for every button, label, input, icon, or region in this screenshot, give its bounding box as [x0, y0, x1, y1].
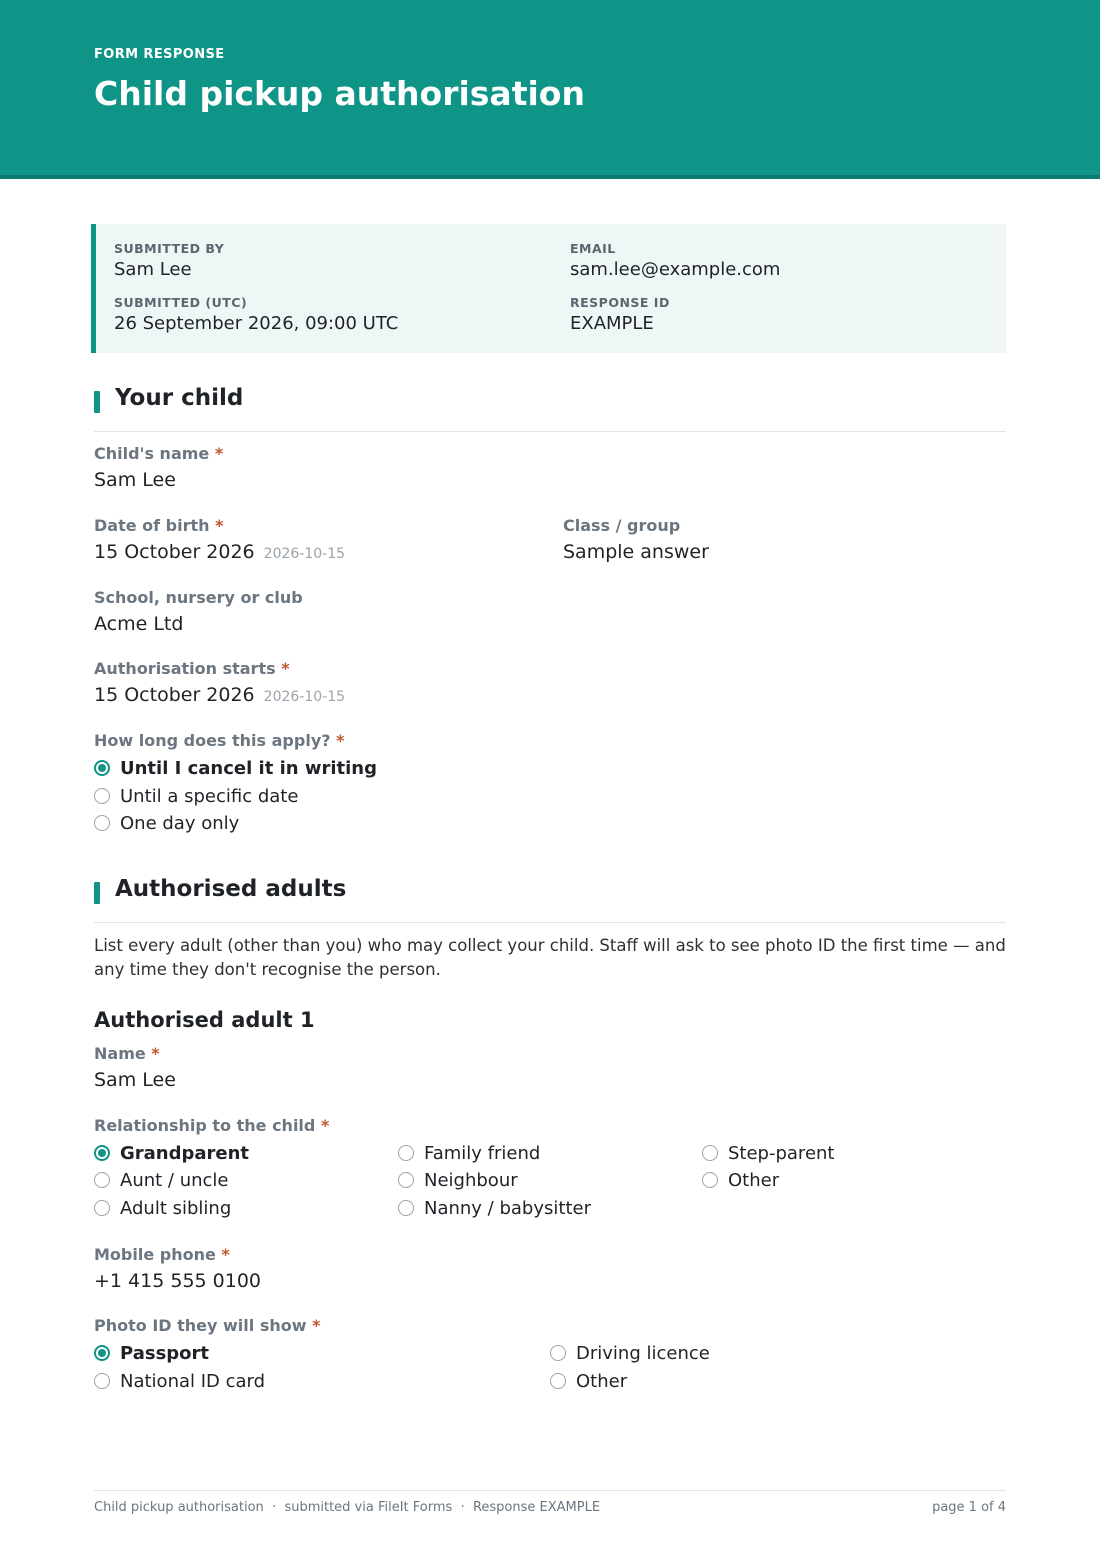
radio-option-step-parent: Step-parent — [702, 1142, 834, 1164]
field-mobile-phone — [94, 1245, 261, 1292]
field-label: Relationship to the child * — [94, 1116, 330, 1135]
field-adult-name — [94, 1044, 176, 1091]
field-school — [94, 588, 303, 635]
submitted-utc — [114, 295, 398, 334]
submitted-by — [114, 241, 224, 280]
radio-option-grandparent: Grandparent — [94, 1142, 249, 1164]
field-label: Mobile phone * — [94, 1245, 230, 1264]
radio-empty-icon — [94, 1172, 110, 1188]
required-marker: * — [281, 659, 290, 678]
field-authorisation-starts — [94, 659, 345, 706]
field-value: Sam Lee — [94, 1069, 176, 1091]
radio-empty-icon — [398, 1145, 414, 1161]
section-heading: Authorised adults — [115, 876, 347, 902]
radio-option-one-day: One day only — [94, 812, 239, 834]
field-class-group — [563, 516, 709, 563]
section-your-child — [94, 385, 1006, 432]
radio-option-specific-date: Until a specific date — [94, 785, 298, 807]
email-label: EMAIL — [570, 241, 616, 256]
section-authorised-adults — [94, 876, 1006, 923]
radio-empty-icon — [702, 1172, 718, 1188]
submission-meta-panel — [91, 224, 1006, 353]
radio-option-other-id: Other — [550, 1370, 627, 1392]
email-value: sam.lee@example.com — [570, 259, 781, 280]
radio-empty-icon — [398, 1172, 414, 1188]
page-footer — [94, 1490, 1006, 1515]
section-accent-bar — [94, 882, 100, 904]
radio-option-adult-sibling: Adult sibling — [94, 1197, 231, 1219]
form-type-label: FORM RESPONSE — [94, 47, 225, 62]
field-relationship — [94, 1116, 329, 1135]
required-marker: * — [312, 1316, 321, 1335]
section-intro-text: List every adult (other than you) who may collect your child. Staff will ask to see photo ID the first time — and any time they don't recognise the person. — [94, 936, 1006, 979]
radio-option-aunt-uncle: Aunt / uncle — [94, 1169, 228, 1191]
iso-date: 2026-10-15 — [263, 689, 346, 705]
radio-empty-icon — [94, 788, 110, 804]
radio-selected-icon — [94, 1145, 110, 1161]
field-duration — [94, 731, 344, 750]
field-label: Child's name * — [94, 444, 224, 463]
radio-empty-icon — [550, 1373, 566, 1389]
radio-empty-icon — [94, 815, 110, 831]
radio-option-neighbour: Neighbour — [398, 1169, 518, 1191]
field-value: Sample answer — [563, 541, 709, 563]
email — [570, 241, 780, 280]
radio-option-until-cancelled: Until I cancel it in writing — [94, 757, 377, 779]
radio-option-other-relationship: Other — [702, 1169, 779, 1191]
radio-empty-icon — [398, 1200, 414, 1216]
field-value: 15 October 2026 2026-10-15 — [94, 684, 346, 706]
field-value: 15 October 2026 2026-10-15 — [94, 541, 346, 563]
field-label: Name * — [94, 1044, 160, 1063]
radio-selected-icon — [94, 760, 110, 776]
radio-option-passport: Passport — [94, 1342, 209, 1364]
field-label: Date of birth * — [94, 516, 224, 535]
response-id-label: RESPONSE ID — [570, 295, 670, 310]
field-label: School, nursery or club — [94, 588, 303, 607]
page-title: Child pickup authorisation — [94, 74, 585, 113]
footer-info: Child pickup authorisation · submitted via FileIt Forms · Response EXAMPLE — [94, 1500, 601, 1515]
radio-option-driving-licence: Driving licence — [550, 1342, 710, 1364]
radio-empty-icon — [94, 1200, 110, 1216]
submitted-utc-label: SUBMITTED (UTC) — [114, 295, 248, 310]
radio-empty-icon — [94, 1373, 110, 1389]
field-value: +1 415 555 0100 — [94, 1270, 262, 1292]
field-label: Class / group — [563, 516, 681, 535]
field-label: Authorisation starts * — [94, 659, 290, 678]
radio-empty-icon — [702, 1145, 718, 1161]
field-label: Photo ID they will show * — [94, 1316, 321, 1335]
radio-selected-icon — [94, 1345, 110, 1361]
page-number: page 1 of 4 — [932, 1500, 1006, 1515]
iso-date: 2026-10-15 — [263, 546, 346, 562]
field-value: Acme Ltd — [94, 613, 184, 635]
radio-option-family-friend: Family friend — [398, 1142, 540, 1164]
required-marker: * — [221, 1245, 230, 1264]
submitted-utc-value: 26 September 2026, 09:00 UTC — [114, 313, 399, 334]
field-value: Sam Lee — [94, 469, 176, 491]
section-heading: Your child — [115, 385, 244, 411]
field-child-name — [94, 444, 223, 491]
response-id — [570, 295, 670, 334]
submitted-by-value: Sam Lee — [114, 259, 192, 280]
section-accent-bar — [94, 391, 100, 413]
field-label: How long does this apply? * — [94, 731, 345, 750]
required-marker: * — [214, 444, 224, 463]
required-marker: * — [151, 1044, 160, 1063]
page-header — [0, 0, 1100, 179]
radio-option-national-id: National ID card — [94, 1370, 265, 1392]
adult-subheading: Authorised adult 1 — [94, 1008, 315, 1032]
field-date-of-birth — [94, 516, 345, 563]
response-id-value: EXAMPLE — [570, 313, 654, 334]
radio-option-nanny: Nanny / babysitter — [398, 1197, 591, 1219]
submitted-by-label: SUBMITTED BY — [114, 241, 225, 256]
required-marker: * — [215, 516, 224, 535]
radio-empty-icon — [550, 1345, 566, 1361]
required-marker: * — [336, 731, 345, 750]
field-photo-id — [94, 1316, 320, 1335]
required-marker: * — [320, 1116, 330, 1135]
